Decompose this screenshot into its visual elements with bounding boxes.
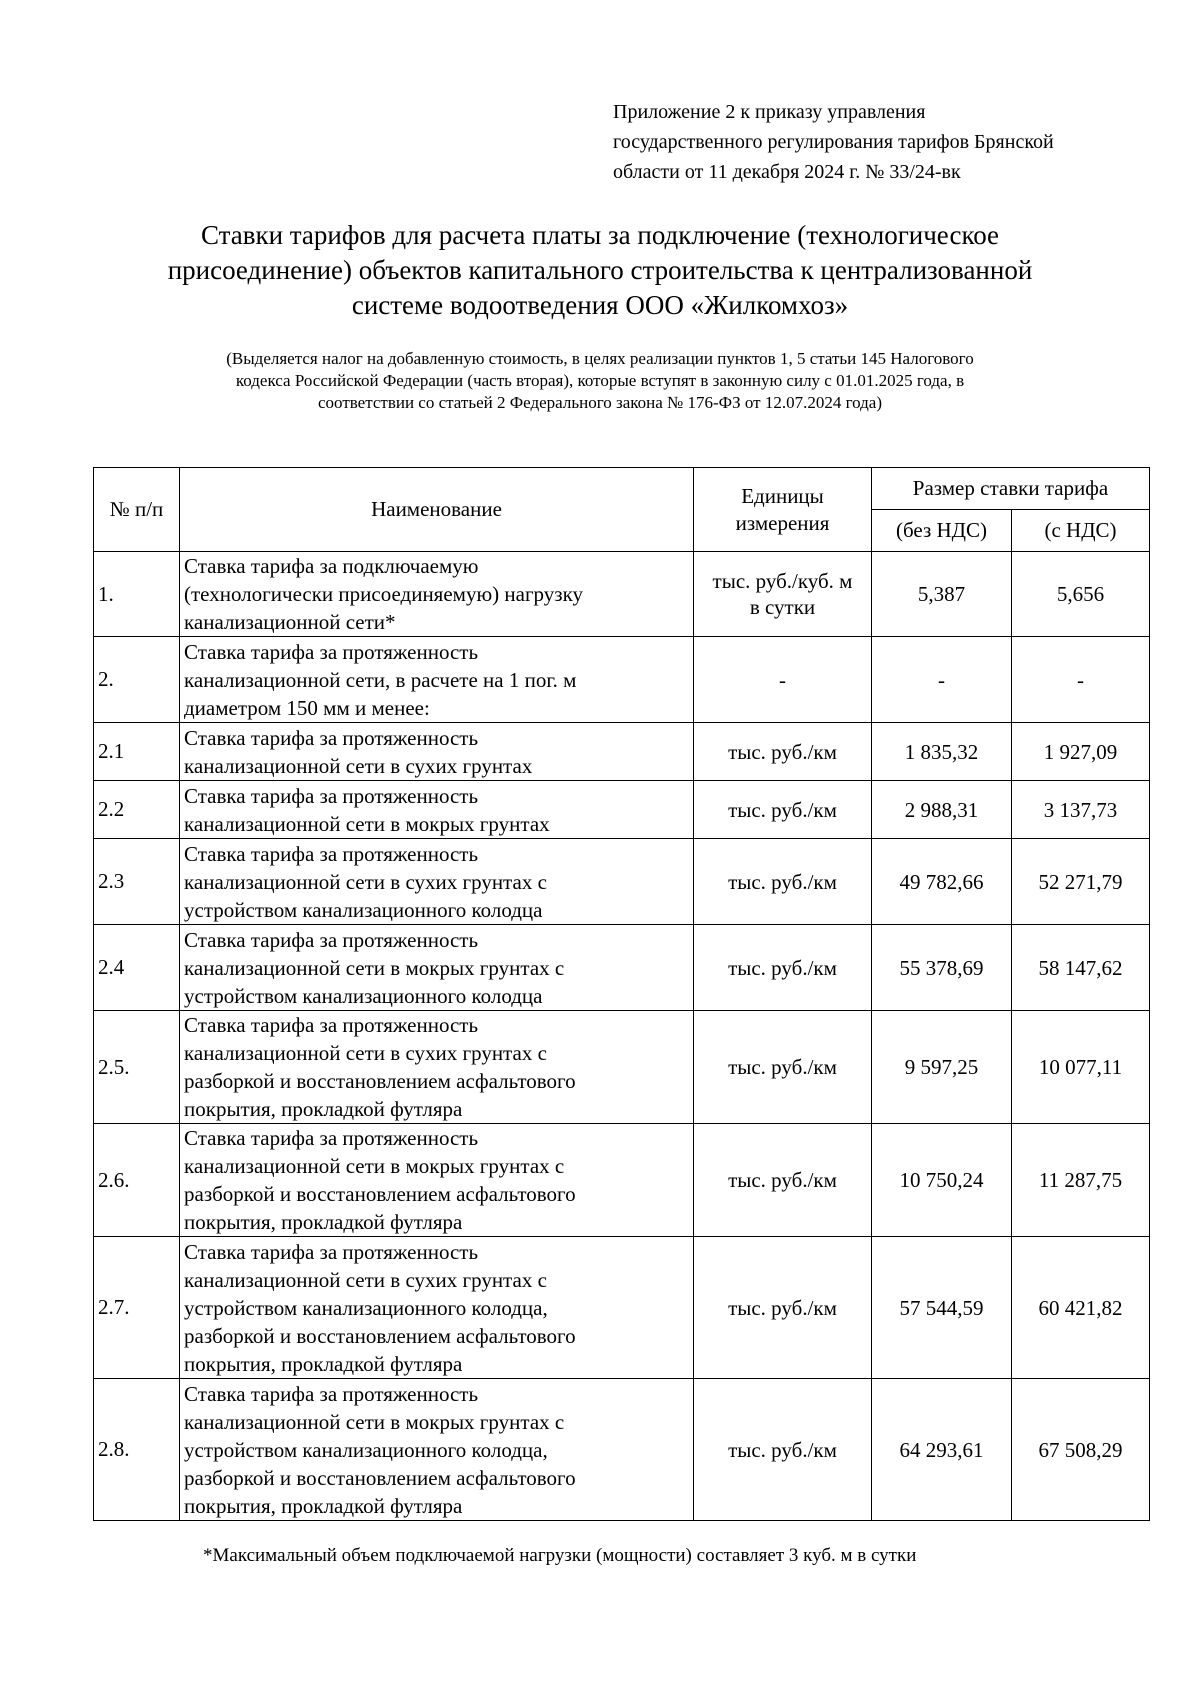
rate-without-vat: - bbox=[872, 637, 1012, 723]
header-without-vat: (без НДС) bbox=[872, 510, 1012, 552]
rate-with-vat: 11 287,75 bbox=[1012, 1124, 1150, 1237]
row-unit bbox=[694, 1237, 872, 1379]
row-unit-line: тыс. руб./км bbox=[728, 955, 837, 980]
rate-with-vat: 58 147,62 bbox=[1012, 925, 1150, 1011]
row-name bbox=[180, 637, 694, 723]
row-name-line: Ставка тарифа за протяженность bbox=[184, 783, 479, 808]
rate-without-vat: 55 378,69 bbox=[872, 925, 1012, 1011]
row-unit-line: в сутки bbox=[749, 595, 816, 619]
row-name-line: покрытия, прокладкой футляра bbox=[184, 1097, 463, 1121]
rate-without-vat: 64 293,61 bbox=[872, 1379, 1012, 1521]
header-num: № п/п bbox=[94, 468, 180, 552]
row-name-line: Ставка тарифа за протяженность bbox=[184, 1381, 479, 1406]
row-unit-line: тыс. руб./км bbox=[728, 869, 837, 894]
row-unit bbox=[694, 1124, 872, 1237]
table-row bbox=[94, 925, 1150, 1011]
table-row bbox=[94, 552, 1150, 637]
row-name-line: устройством канализационного колодца, bbox=[184, 1295, 548, 1320]
row-unit-line: тыс. руб./км bbox=[728, 1055, 837, 1079]
table-row bbox=[94, 637, 1150, 723]
row-name bbox=[180, 781, 694, 839]
table-row bbox=[94, 1237, 1150, 1379]
table-row bbox=[94, 1011, 1150, 1124]
row-number: 2. bbox=[94, 637, 180, 723]
row-unit bbox=[694, 1011, 872, 1124]
row-name-line: Ставка тарифа за подключаемую bbox=[184, 554, 479, 578]
header-unit bbox=[694, 468, 872, 552]
title-line: системе водоотведения ООО «Жилкомхоз» bbox=[351, 290, 849, 320]
row-unit-line: - bbox=[779, 667, 786, 692]
rate-without-vat: 10 750,24 bbox=[872, 1124, 1012, 1237]
row-name-line: канализационной сети в мокрых грунтах bbox=[184, 811, 550, 836]
header-rate: Размер ставки тарифа bbox=[872, 468, 1150, 510]
table-row bbox=[94, 1379, 1150, 1521]
row-name-line: разборкой и восстановлением асфальтового bbox=[184, 1069, 576, 1093]
row-number: 1. bbox=[94, 552, 180, 637]
rate-with-vat: 3 137,73 bbox=[1012, 781, 1150, 839]
row-unit bbox=[694, 637, 872, 723]
table-row bbox=[94, 1124, 1150, 1237]
row-unit bbox=[694, 1379, 872, 1521]
row-name-line: канализационной сети в мокрых грунтах с bbox=[184, 1154, 565, 1178]
row-name-line: канализационной сети в мокрых грунтах с bbox=[184, 1409, 565, 1434]
vat-note bbox=[90, 348, 1110, 414]
appendix-line: государственного регулирования тарифов Брянской bbox=[613, 131, 1054, 153]
row-name-line: канализационной сети в сухих грунтах с bbox=[184, 1041, 547, 1065]
row-name-line: (технологически присоединяемую) нагрузку bbox=[184, 582, 583, 606]
row-name-line: канализационной сети в мокрых грунтах с bbox=[184, 955, 565, 980]
row-number: 2.8. bbox=[94, 1379, 180, 1521]
row-name bbox=[180, 1379, 694, 1521]
row-name-line: покрытия, прокладкой футляра bbox=[184, 1210, 463, 1234]
rate-without-vat: 5,387 bbox=[872, 552, 1012, 637]
row-number: 2.4 bbox=[94, 925, 180, 1011]
rate-without-vat: 1 835,32 bbox=[872, 723, 1012, 781]
footnote: *Максимальный объем подключаемой нагрузки (мощности) составляет 3 куб. м в сутки bbox=[203, 1545, 917, 1566]
row-unit bbox=[694, 552, 872, 637]
row-name bbox=[180, 552, 694, 637]
row-name-line: Ставка тарифа за протяженность bbox=[184, 927, 479, 952]
row-number: 2.7. bbox=[94, 1237, 180, 1379]
row-name bbox=[180, 839, 694, 925]
rate-with-vat: 67 508,29 bbox=[1012, 1379, 1150, 1521]
rate-with-vat: 52 271,79 bbox=[1012, 839, 1150, 925]
table-row bbox=[94, 723, 1150, 781]
appendix-line: Приложение 2 к приказу управления bbox=[613, 101, 926, 123]
title-line: Ставки тарифов для расчета платы за подключение (технологическое bbox=[200, 220, 1000, 250]
tariff-rows bbox=[94, 552, 1150, 1521]
row-name-line: разборкой и восстановлением асфальтового bbox=[184, 1323, 576, 1348]
header-name: Наименование bbox=[180, 468, 694, 552]
row-unit-line: тыс. руб./км bbox=[728, 797, 837, 822]
rate-without-vat: 9 597,25 bbox=[872, 1011, 1012, 1124]
row-name-line: Ставка тарифа за протяженность bbox=[184, 1126, 479, 1150]
row-number: 2.6. bbox=[94, 1124, 180, 1237]
row-name-line: разборкой и восстановлением асфальтового bbox=[184, 1182, 576, 1206]
row-number: 2.2 bbox=[94, 781, 180, 839]
row-name bbox=[180, 925, 694, 1011]
table-row bbox=[94, 781, 1150, 839]
row-name-line: Ставка тарифа за протяженность bbox=[184, 1239, 479, 1264]
row-name-line: устройством канализационного колодца bbox=[184, 983, 543, 1008]
row-unit-line: тыс. руб./км bbox=[728, 1168, 837, 1192]
row-unit-line: тыс. руб./куб. м bbox=[712, 569, 853, 593]
header-unit-line: Единицы bbox=[741, 483, 824, 508]
row-name-line: устройством канализационного колодца, bbox=[184, 1437, 548, 1462]
row-name bbox=[180, 1011, 694, 1124]
row-name-line: Ставка тарифа за протяженность bbox=[184, 725, 479, 750]
row-name-line: Ставка тарифа за протяженность bbox=[184, 1013, 479, 1037]
note-line: кодекса Российской Федерации (часть вторая), которые вступят в законную силу с 01.01.2025 года, в bbox=[235, 371, 965, 390]
row-unit bbox=[694, 839, 872, 925]
rate-with-vat: 5,656 bbox=[1012, 552, 1150, 637]
header-with-vat: (с НДС) bbox=[1012, 510, 1150, 552]
rate-with-vat: 1 927,09 bbox=[1012, 723, 1150, 781]
row-name-line: покрытия, прокладкой футляра bbox=[184, 1351, 463, 1376]
row-name-line: канализационной сети* bbox=[184, 610, 396, 634]
row-number: 2.3 bbox=[94, 839, 180, 925]
title-line: присоединение) объектов капитального строительства к централизованной bbox=[167, 255, 1033, 285]
row-name-line: канализационной сети в сухих грунтах с bbox=[184, 869, 547, 894]
row-name-line: канализационной сети в сухих грунтах с bbox=[184, 1267, 547, 1292]
row-name-line: устройством канализационного колодца bbox=[184, 897, 543, 922]
row-name bbox=[180, 1124, 694, 1237]
row-name bbox=[180, 723, 694, 781]
row-number: 2.5. bbox=[94, 1011, 180, 1124]
row-unit bbox=[694, 925, 872, 1011]
row-name-line: канализационной сети, в расчете на 1 пог. м bbox=[184, 667, 577, 692]
row-name-line: Ставка тарифа за протяженность bbox=[184, 841, 479, 866]
note-line: соответствии со статьей 2 Федерального закона № 176-ФЗ от 12.07.2024 года) bbox=[318, 393, 882, 412]
row-number: 2.1 bbox=[94, 723, 180, 781]
rate-without-vat: 49 782,66 bbox=[872, 839, 1012, 925]
document-title bbox=[100, 218, 1100, 323]
row-name-line: покрытия, прокладкой футляра bbox=[184, 1493, 463, 1518]
row-unit bbox=[694, 723, 872, 781]
rate-with-vat: - bbox=[1012, 637, 1150, 723]
row-name-line: диаметром 150 мм и менее: bbox=[184, 695, 430, 720]
row-name-line: разборкой и восстановлением асфальтового bbox=[184, 1465, 576, 1490]
rate-with-vat: 10 077,11 bbox=[1012, 1011, 1150, 1124]
row-unit-line: тыс. руб./км bbox=[728, 1437, 837, 1462]
row-unit-line: тыс. руб./км bbox=[728, 1295, 837, 1320]
header-unit-line: измерения bbox=[735, 510, 830, 535]
rate-without-vat: 2 988,31 bbox=[872, 781, 1012, 839]
rate-with-vat: 60 421,82 bbox=[1012, 1237, 1150, 1379]
tariff-table bbox=[93, 467, 1150, 1521]
appendix-reference bbox=[613, 97, 1133, 187]
table-row bbox=[94, 839, 1150, 925]
note-line: (Выделяется налог на добавленную стоимость, в целях реализации пунктов 1, 5 статьи 145 Налогового bbox=[226, 349, 974, 368]
row-name-line: Ставка тарифа за протяженность bbox=[184, 639, 479, 664]
row-name-line: канализационной сети в сухих грунтах bbox=[184, 753, 533, 778]
rate-without-vat: 57 544,59 bbox=[872, 1237, 1012, 1379]
row-name bbox=[180, 1237, 694, 1379]
appendix-line: области от 11 декабря 2024 г. № 33/24-вк bbox=[613, 161, 961, 183]
row-unit bbox=[694, 781, 872, 839]
row-unit-line: тыс. руб./км bbox=[728, 739, 837, 764]
